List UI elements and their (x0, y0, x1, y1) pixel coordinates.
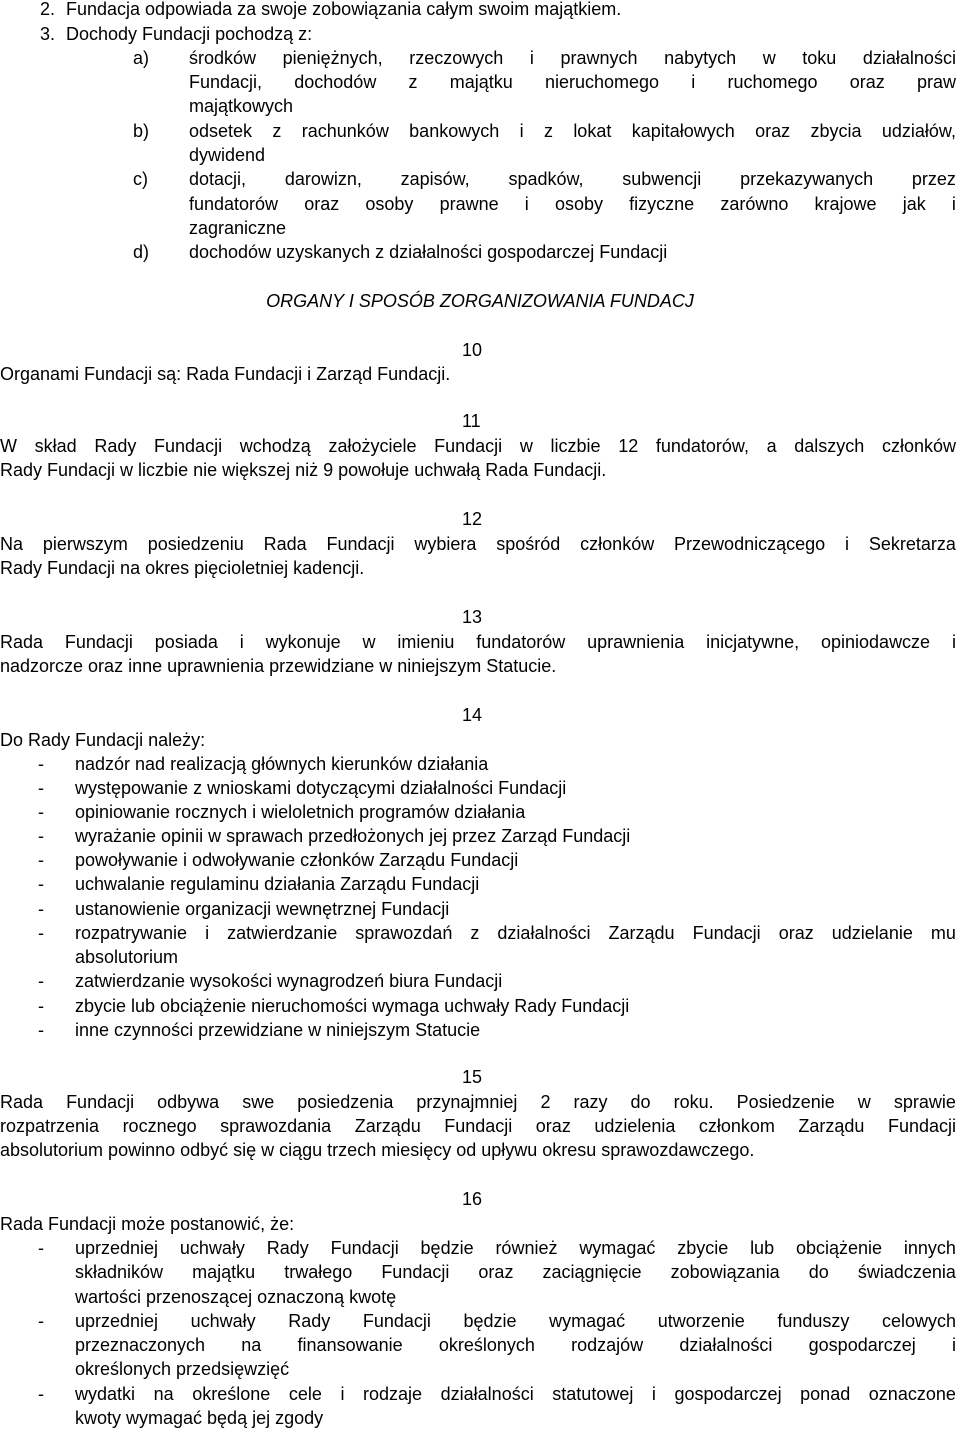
source-line: odsetek z rachunków bankowych i z lokat kapitałowych oraz zbycia udziałów, (189, 121, 956, 141)
list-line: absolutorium (75, 947, 179, 967)
source-letter: b) (133, 121, 150, 141)
source-line: majątkowych (189, 96, 294, 116)
list-bullet: - (38, 971, 44, 991)
list-bullet: - (38, 754, 44, 774)
list-line: uchwalanie regulaminu działania Zarządu Fundacji (75, 874, 480, 894)
source-line: Fundacji, dochodów z majątku nieruchomego i ruchomego oraz praw (189, 72, 956, 92)
source-line: środków pieniężnych, rzeczowych i prawnych nabytych w toku działalności (189, 48, 956, 68)
paragraph-line: rozpatrzenia rocznego sprawozdania Zarządu Fundacji oraz udzielenia członkom Zarządu Fundacji (0, 1116, 956, 1136)
list-bullet: - (38, 1384, 44, 1404)
list-line: uprzedniej uchwały Rady Fundacji będzie wymagać utworzenie funduszy celowych (75, 1311, 956, 1331)
list-line: wydatki na określone cele i rodzaje działalności statutowej i gospodarczej ponad oznaczone (75, 1384, 956, 1404)
section-heading: ORGANY I SPOSÓB ZORGANIZOWANIA FUNDACJ (266, 291, 694, 311)
list-bullet: - (38, 1311, 44, 1331)
paragraph-line: Organami Fundacji są: Rada Fundacji i Zarząd Fundacji. (0, 364, 451, 384)
source-line: dochodów uzyskanych z działalności gospodarczej Fundacji (189, 242, 668, 262)
list-line: wartości przenoszącej oznaczoną kwotę (75, 1287, 397, 1307)
paragraph-line: W skład Rady Fundacji wchodzą założyciele Fundacji w liczbie 12 fundatorów, a dalszych członków (0, 436, 956, 456)
source-line: zagraniczne (189, 218, 287, 238)
list-line: kwoty wymagać będą jej zgody (75, 1408, 324, 1428)
source-letter: d) (133, 242, 150, 262)
list-line: przeznaczonych na finansowanie określonych rodzajów działalności gospodarczej i (75, 1335, 956, 1355)
list-line: powoływanie i odwoływanie członków Zarządu Fundacji (75, 850, 519, 870)
paragraph-number: 10 (462, 340, 483, 360)
source-line: fundatorów oraz osoby prawne i osoby fizyczne zarówno krajowe jak i (189, 194, 956, 214)
paragraph-line: Rada Fundacji odbywa swe posiedzenia przynajmniej 2 razy do roku. Posiedzenie w sprawie (0, 1092, 956, 1112)
paragraph-number: 12 (462, 509, 483, 529)
list-line: zatwierdzanie wysokości wynagrodzeń biura Fundacji (75, 971, 503, 991)
list-line: nadzór nad realizacją głównych kierunków działania (75, 754, 489, 774)
list-line: występowanie z wnioskami dotyczącymi działalności Fundacji (75, 778, 567, 798)
list-line: opiniowanie rocznych i wieloletnich programów działania (75, 802, 526, 822)
paragraph-line: Rady Fundacji w liczbie nie większej niż 9 powołuje uchwałą Rada Fundacji. (0, 460, 607, 480)
list-line: określonych przedsięwzięć (75, 1359, 290, 1379)
list-line: ustanowienie organizacji wewnętrznej Fundacji (75, 899, 450, 919)
list-line: składników majątku trwałego Fundacji oraz zaciągnięcie zobowiązania do świadczenia (75, 1262, 956, 1282)
list-bullet: - (38, 899, 44, 919)
list-bullet: - (38, 1238, 44, 1258)
paragraph-number: 15 (462, 1067, 483, 1087)
list-line: uprzedniej uchwały Rady Fundacji będzie również wymagać zbycie lub obciążenie innych (75, 1238, 956, 1258)
list-bullet: - (38, 923, 44, 943)
paragraph-number: 13 (462, 607, 483, 627)
list-line: wyrażanie opinii w sprawach przedłożonych jej przez Zarząd Fundacji (75, 826, 631, 846)
paragraph-line: Na pierwszym posiedzeniu Rada Fundacji wybiera spośród członków Przewodniczącego i Sekretarza (0, 534, 956, 554)
paragraph-number: 11 (462, 411, 481, 431)
paragraph-line: Rady Fundacji na okres pięcioletniej kadencji. (0, 558, 365, 578)
paragraph-number: 14 (462, 705, 483, 725)
paragraph-line: nadzorcze oraz inne uprawnienia przewidziane w niniejszym Statucie. (0, 656, 557, 676)
paragraph-line: Rada Fundacji posiada i wykonuje w imieniu fundatorów uprawnienia inicjatywne, opiniodawcze i (0, 632, 956, 652)
list-bullet: - (38, 874, 44, 894)
list-line: inne czynności przewidziane w niniejszym Statucie (75, 1020, 481, 1040)
paragraph-number: 16 (462, 1189, 483, 1209)
item-text: Fundacja odpowiada za swoje zobowiązania całym swoim majątkiem. (66, 0, 622, 19)
item-number: 2. (40, 0, 56, 19)
paragraph-line: Rada Fundacji może postanowić, że: (0, 1214, 295, 1234)
source-line: dotacji, darowizn, zapisów, spadków, subwencji przekazywanych przez (189, 169, 956, 189)
paragraph-line: absolutorium powinno odbyć się w ciągu trzech miesięcy od upływu okresu sprawozdawczego. (0, 1140, 755, 1160)
item-text: Dochody Fundacji pochodzą z: (66, 24, 313, 44)
list-bullet: - (38, 826, 44, 846)
source-letter: c) (133, 169, 148, 189)
source-letter: a) (133, 48, 150, 68)
paragraph-line: Do Rady Fundacji należy: (0, 730, 206, 750)
item-number: 3. (40, 24, 56, 44)
list-bullet: - (38, 996, 44, 1016)
list-bullet: - (38, 778, 44, 798)
list-bullet: - (38, 850, 44, 870)
list-bullet: - (38, 1020, 44, 1040)
list-line: rozpatrywanie i zatwierdzanie sprawozdań z działalności Zarządu Fundacji oraz udzielanie mu (75, 923, 956, 943)
list-bullet: - (38, 802, 44, 822)
list-line: zbycie lub obciążenie nieruchomości wymaga uchwały Rady Fundacji (75, 996, 630, 1016)
source-line: dywidend (189, 145, 266, 165)
